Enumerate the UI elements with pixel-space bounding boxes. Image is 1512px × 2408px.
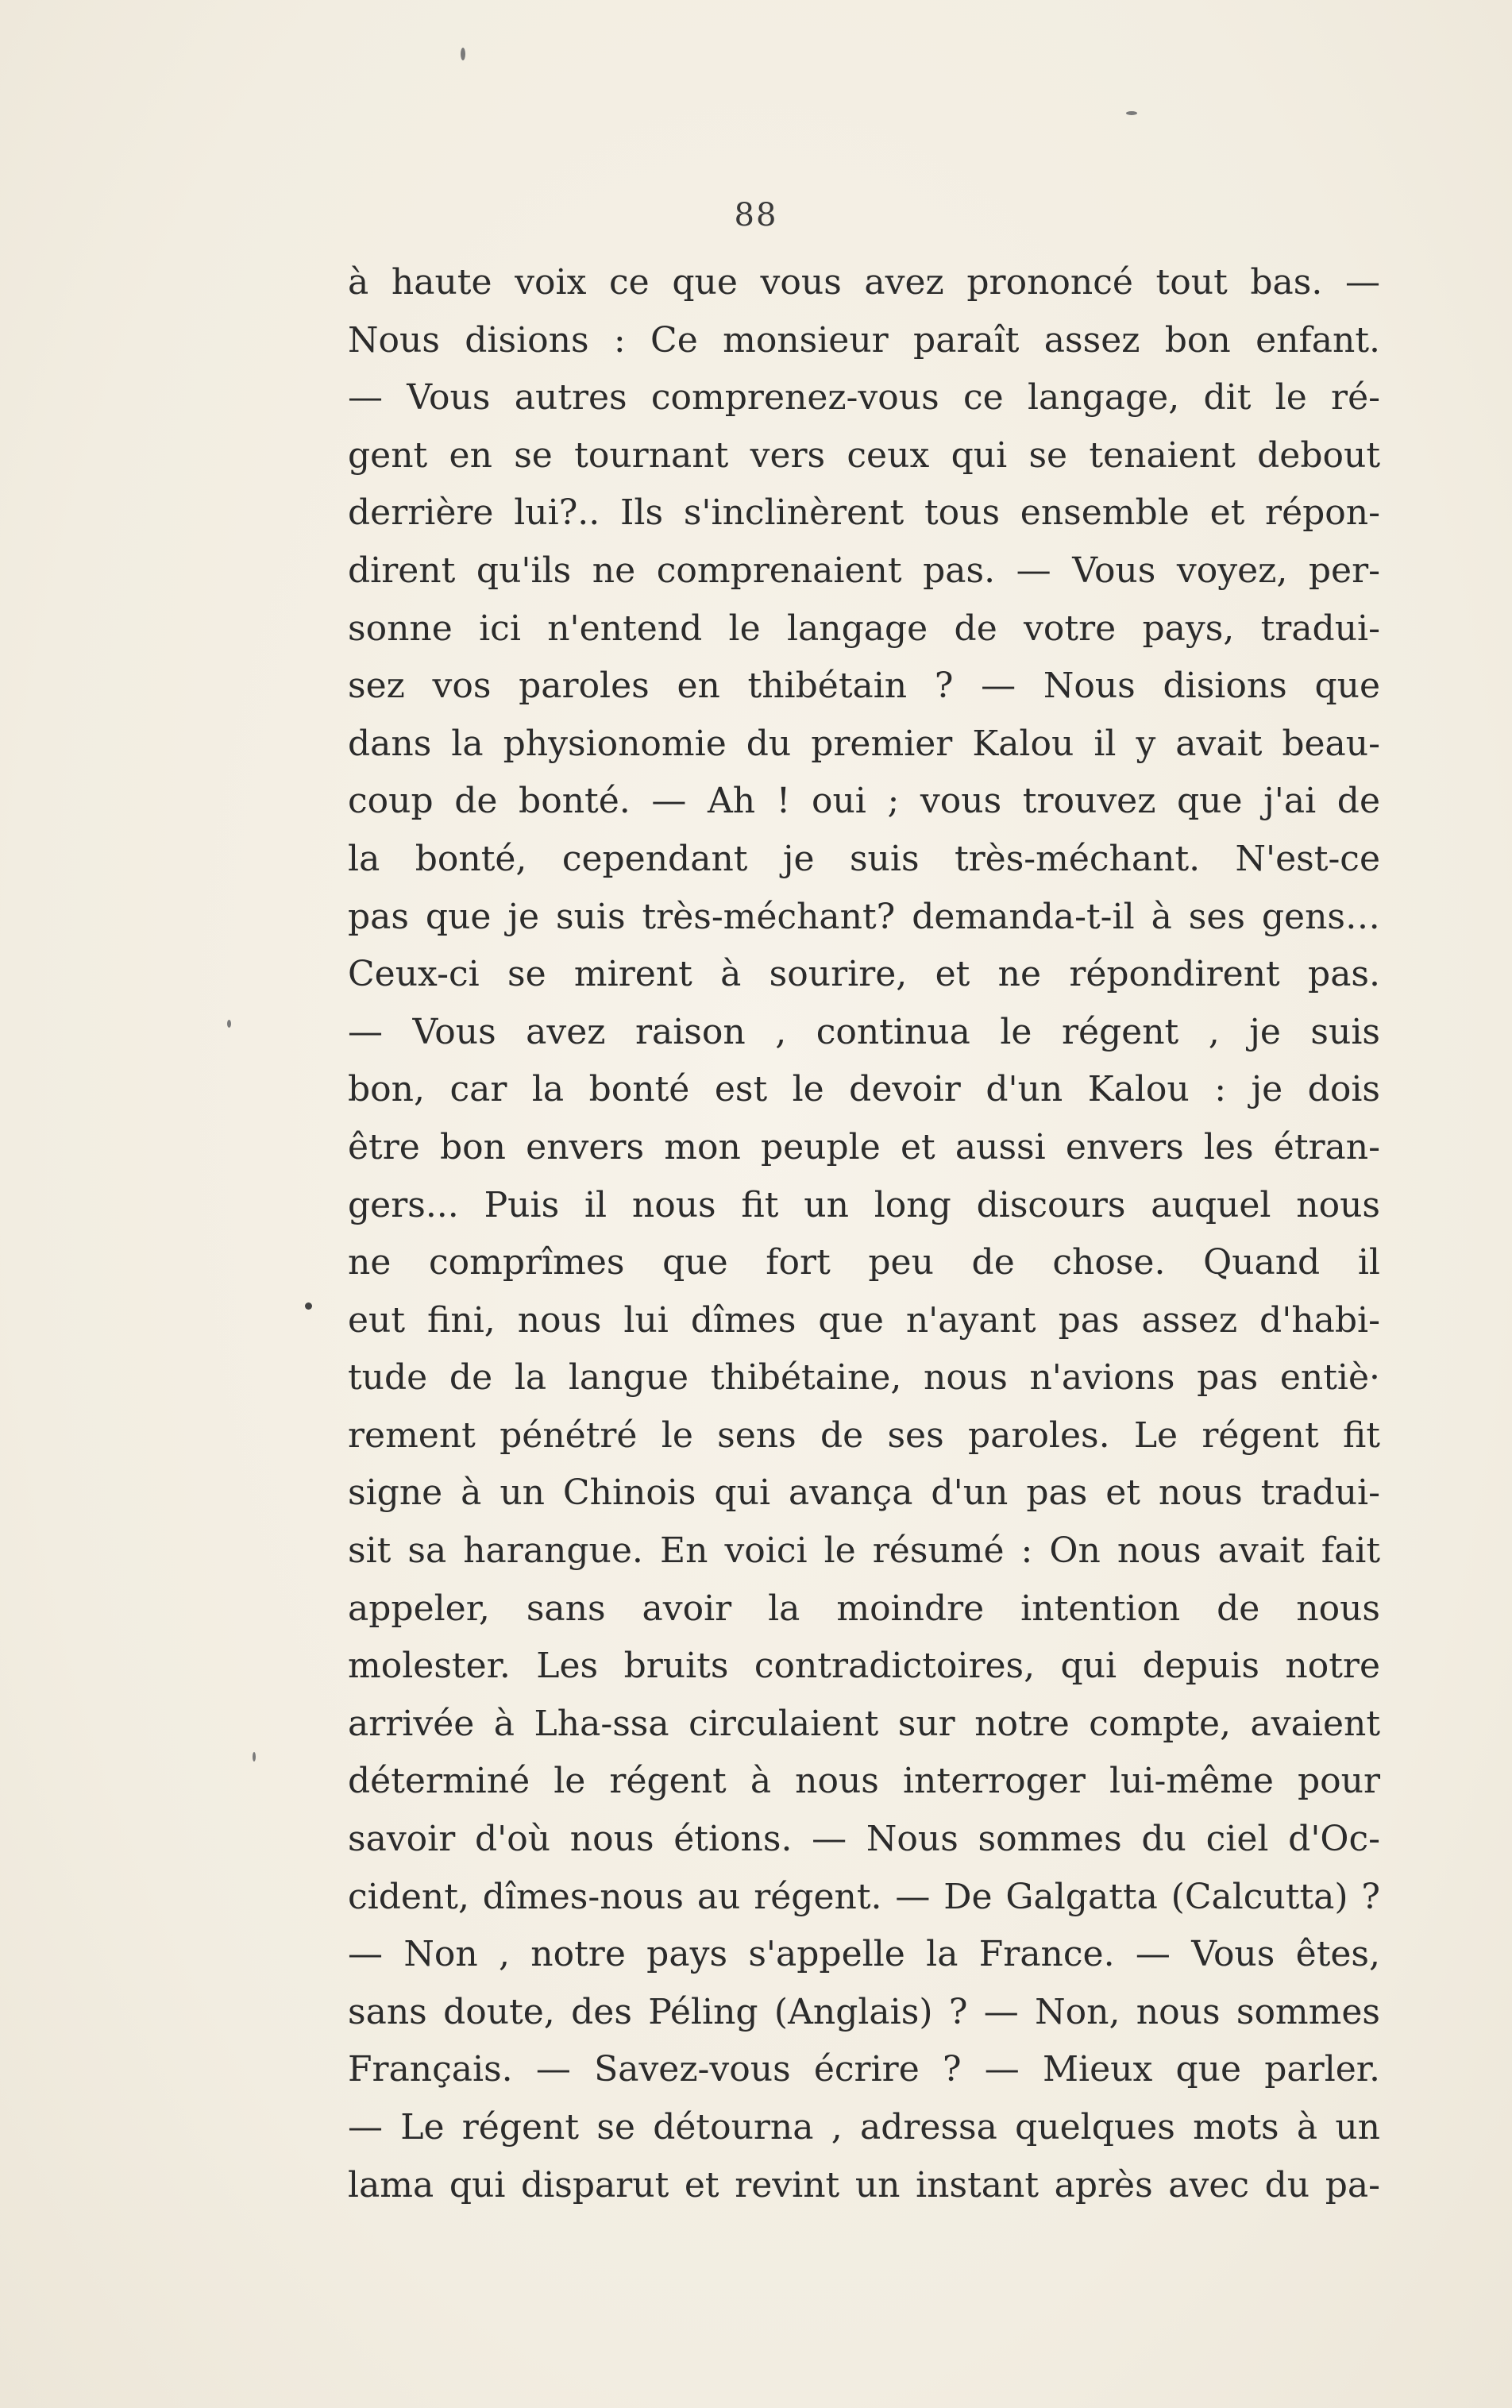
text-line: sans doute, des Péling (Anglais) ? — Non, nous sommes — [348, 1991, 1380, 2032]
text-line: être bon envers mon peuple et aussi envers les étran- — [348, 1126, 1380, 1167]
text-line: coup de bonté. — Ah ! oui ; vous trouvez que j'ai de — [348, 781, 1380, 822]
text-line: ne comprîmes que fort peu de chose. Quand il — [348, 1242, 1380, 1283]
text-line: signe à un Chinois qui avança d'un pas et nous tradui- — [348, 1472, 1380, 1514]
text-line: derrière lui?.. Ils s'inclinèrent tous ensemble et répon- — [348, 492, 1380, 534]
text-line: à haute voix ce que vous avez prononcé tout bas. — — [348, 262, 1380, 303]
margin-speck — [1126, 111, 1137, 115]
text-line: — Vous autres comprenez-vous ce langage, dit le ré- — [348, 377, 1380, 419]
text-line: eut fini, nous lui dîmes que n'ayant pas assez d'habi- — [348, 1299, 1380, 1341]
text-line: la bonté, cependant je suis très-méchant. N'est-ce — [348, 838, 1380, 879]
text-line: sonne ici n'entend le langage de votre pays, tradui- — [348, 608, 1380, 649]
text-line: savoir d'où nous étions. — Nous sommes du ciel d'Oc- — [348, 1819, 1380, 1860]
text-line: — Vous avez raison , continua le régent , je suis — [348, 1011, 1380, 1052]
text-line: déterminé le régent à nous interroger lui-même pour — [348, 1761, 1380, 1802]
text-line: pas que je suis très-méchant? demanda-t-il à ses gens… — [348, 896, 1380, 937]
text-line: gers... Puis il nous fit un long discours auquel nous — [348, 1184, 1380, 1225]
margin-speck — [227, 1020, 231, 1028]
margin-speck — [305, 1302, 312, 1310]
text-line: arrivée à Lha-ssa circulaient sur notre compte, avaient — [348, 1703, 1380, 1744]
text-line: sez vos paroles en thibétain ? — Nous disions que — [348, 666, 1380, 707]
text-line: gent en se tournant vers ceux qui se tenaient debout — [348, 434, 1380, 476]
text-line: lama qui disparut et revint un instant après avec du pa- — [348, 2164, 1380, 2205]
body-text — [348, 254, 1380, 2214]
text-line: cident, dîmes-nous au régent. — De Galgatta (Calcutta) ? — [348, 1876, 1380, 1917]
text-line: Nous disions : Ce monsieur paraît assez bon enfant. — [348, 319, 1380, 361]
text-line: rement pénétré le sens de ses paroles. Le régent fit — [348, 1414, 1380, 1456]
text-line: dirent qu'ils ne comprenaient pas. — Vous voyez, per- — [348, 550, 1380, 591]
text-line: dans la physionomie du premier Kalou il y avait beau- — [348, 723, 1380, 764]
text-line: — Non , notre pays s'appelle la France. — Vous êtes, — [348, 1934, 1380, 1975]
margin-speck — [461, 48, 465, 60]
margin-speck — [253, 1752, 256, 1762]
text-line: molester. Les bruits contradictoires, qui depuis notre — [348, 1646, 1380, 1687]
text-line: bon, car la bonté est le devoir d'un Kalou : je dois — [348, 1069, 1380, 1110]
text-line: tude de la langue thibétaine, nous n'avions pas entiè· — [348, 1357, 1380, 1399]
text-line: sit sa harangue. En voici le résumé : On nous avait fait — [348, 1530, 1380, 1572]
text-line: Français. — Savez-vous écrire ? — Mieux que parler. — [348, 2049, 1380, 2090]
page-number: 88 — [734, 197, 778, 233]
text-line: Ceux-ci se mirent à sourire, et ne répondirent pas. — [348, 954, 1380, 995]
text-line: appeler, sans avoir la moindre intention de nous — [348, 1588, 1380, 1629]
text-line: — Le régent se détourna , adressa quelques mots à un — [348, 2107, 1380, 2148]
